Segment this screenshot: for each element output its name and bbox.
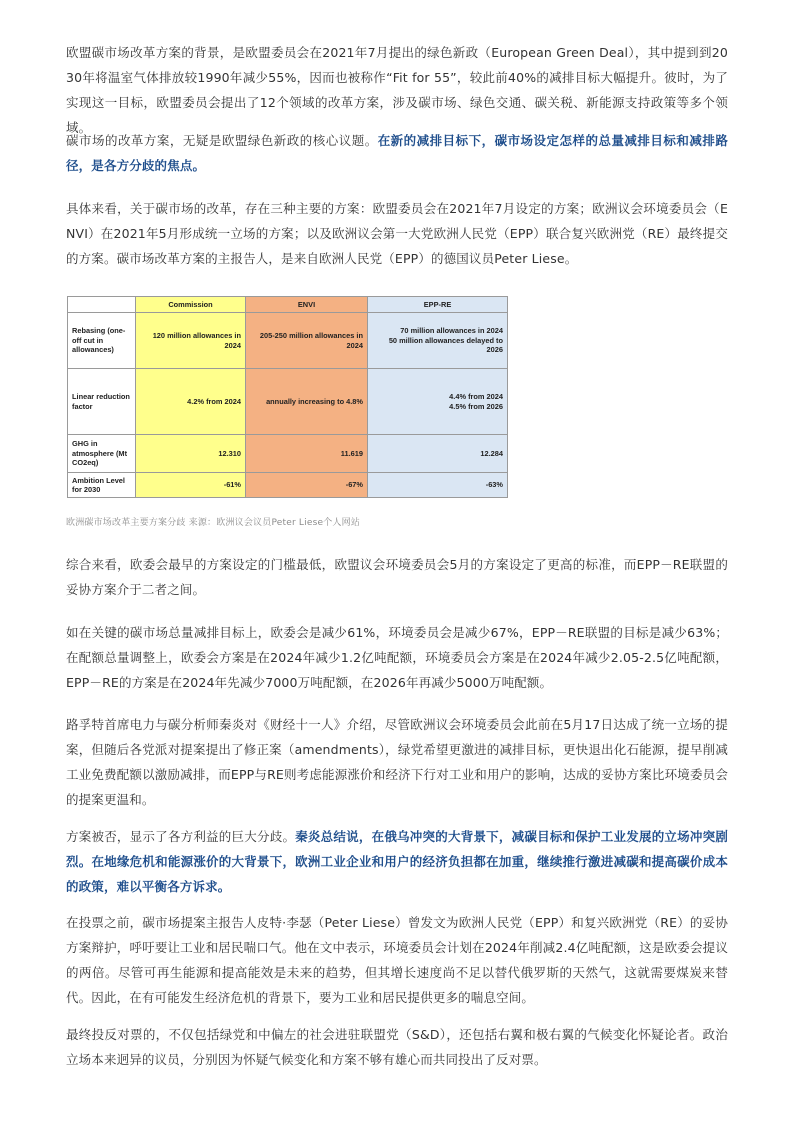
cell-epp-re: -63%: [368, 473, 508, 498]
comparison-table: [67, 296, 508, 498]
cell-envi: 11.619: [246, 435, 368, 473]
table-header-commission: Commission: [136, 297, 246, 313]
paragraph-rapporteur: 在投票之前，碳市场提案主报告人皮特·李瑟（Peter Liese）曾发文为欧洲人民党（EPP）和复兴欧洲党（RE）的妥协方案辩护，呼吁要让工业和居民喘口气。他在文中表示，环境委员会计划在2024年削减2.4亿吨配额，这是欧委会提议的两倍。尽管可再生能源和提高能效是未来的趋势，但其增长速度尚不足以替代俄罗斯的天然气，这就需要煤炭来替代。因此，在有可能发生经济危机的背景下，要为工业和居民提供更多的喘息空间。: [66, 915, 728, 1005]
cell-epp-re: 4.4% from 2024 4.5% from 2026: [368, 369, 508, 435]
paragraph-opposition: 最终投反对票的，不仅包括绿党和中偏左的社会进驻联盟党（S&D），还包括右翼和极右翼的气候变化怀疑论者。政治立场本来迥异的议员，分别因为怀疑气候变化和方案不够有雄心而共同投出了反对票。: [66, 1027, 728, 1067]
row-label-rebasing: Rebasing (one-off cut in allowances): [68, 313, 136, 369]
table-header-row: [68, 297, 508, 313]
table-row: [68, 313, 508, 369]
cell-envi: 205-250 million allowances in 2024: [246, 313, 368, 369]
row-label-ambition: Ambition Level for 2030: [68, 473, 136, 498]
paragraph-divergence: [66, 824, 728, 899]
table-header-empty: [68, 297, 136, 313]
cell-commission: 12.310: [136, 435, 246, 473]
cell-commission: 120 million allowances in 2024: [136, 313, 246, 369]
row-label-ghg: GHG in atmosphere (Mt CO2eq): [68, 435, 136, 473]
cell-envi: -67%: [246, 473, 368, 498]
highlight-text: 秦炎总结说，在俄乌冲突的大背景下，减碳目标和保护工业发展的立场冲突剧烈。在地缘危机和能源涨价的大背景下，欧洲工业企业和用户的经济负担都在加重，继续推行激进减碳和提高碳价成本的政策，难以平衡各方诉求。: [66, 829, 728, 894]
paragraph-core-issue: [66, 128, 728, 178]
table-row: [68, 435, 508, 473]
table-row: [68, 473, 508, 498]
table-header-epp-re: EPP-RE: [368, 297, 508, 313]
row-label-linear-reduction: Linear reduction factor: [68, 369, 136, 435]
cell-epp-re: 12.284: [368, 435, 508, 473]
paragraph-targets: 如在关键的碳市场总量减排目标上，欧委会是减少61%，环境委员会是减少67%，EPP－RE联盟的目标是减少63%；在配额总量调整上，欧委会方案是在2024年减少1.2亿吨配额，环境委员会方案是在2024年减少2.05-2.5亿吨配额，EPP－RE的方案是在2024年先减少7000万吨配额，在2026年再减少5000万吨配额。: [66, 625, 728, 690]
highlight-text: 在新的减排目标下，碳市场设定怎样的总量减排目标和减排路径，是各方分歧的焦点。: [66, 133, 728, 173]
cell-epp-re: 70 million allowances in 2024 50 million allowances delayed to 2026: [368, 313, 508, 369]
cell-commission: 4.2% from 2024: [136, 369, 246, 435]
paragraph-background: 欧盟碳市场改革方案的背景，是欧盟委员会在2021年7月提出的绿色新政（European Green Deal），其中提到到2030年将温室气体排放较1990年减少55%，因而也被称作“Fit for 55”，较此前40%的减排目标大幅提升。彼时，为了实现这一目标，欧盟委员会提出了12个领域的改革方案，涉及碳市场、绿色交通、碳关税、新能源支持政策等多个领域。: [66, 45, 728, 135]
paragraph-text: 碳市场的改革方案，无疑是欧盟绿色新政的核心议题。: [66, 133, 378, 148]
cell-envi: annually increasing to 4.8%: [246, 369, 368, 435]
paragraph-analyst: 路孚特首席电力与碳分析师秦炎对《财经十一人》介绍，尽管欧洲议会环境委员会此前在5月17日达成了统一立场的提案，但随后各党派对提案提出了修正案（amendments），绿党希望更激进的减排目标，更快退出化石能源，提早削减工业免费配额以激励减排，而EPP与RE则考虑能源涨价和经济下行对工业和用户的影响，达成的妥协方案比环境委员会的提案更温和。: [66, 717, 728, 807]
table-caption: 欧洲碳市场改革主要方案分歧 来源：欧洲议会议员Peter Liese个人网站: [66, 518, 361, 528]
paragraph-text: 方案被否，显示了各方利益的巨大分歧。: [66, 829, 296, 844]
cell-commission: -61%: [136, 473, 246, 498]
comparison-table-figure: [67, 296, 507, 498]
table-header-envi: ENVI: [246, 297, 368, 313]
paragraph-summary: 综合来看，欧委会最早的方案设定的门槛最低，欧盟议会环境委员会5月的方案设定了更高的标准，而EPP－RE联盟的妥协方案介于二者之间。: [66, 557, 728, 597]
table-row: [68, 369, 508, 435]
paragraph-three-proposals: 具体来看，关于碳市场的改革，存在三种主要的方案：欧盟委员会在2021年7月设定的方案；欧洲议会环境委员会（ENVI）在2021年5月形成统一立场的方案；以及欧洲议会第一大党欧洲人民党（EPP）联合复兴欧洲党（RE）最终提交的方案。碳市场改革方案的主报告人，是来自欧洲人民党（EPP）的德国议员Peter Liese。: [66, 201, 728, 266]
